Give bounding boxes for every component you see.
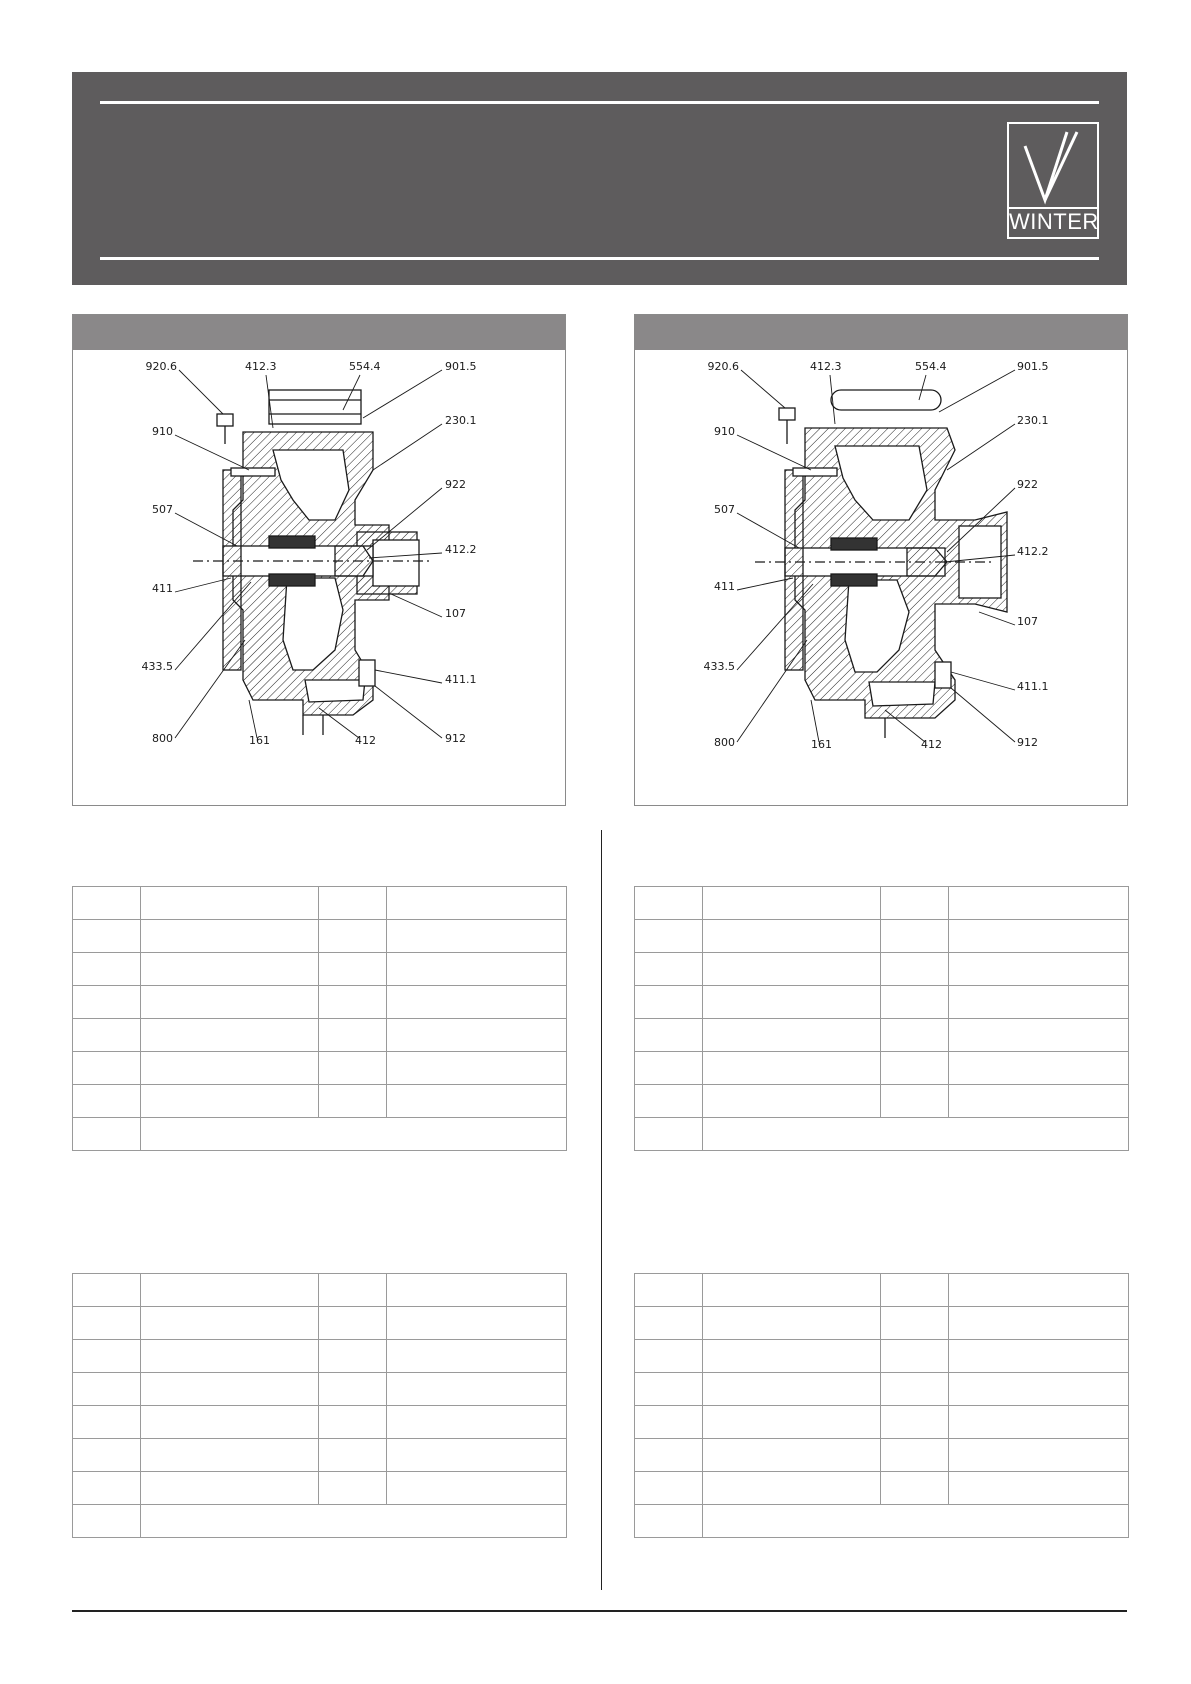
table-cell (703, 1052, 881, 1085)
table-cell (319, 1019, 387, 1052)
table-row (635, 1439, 1129, 1472)
parts-table-bottom-right (634, 1273, 1129, 1538)
table-cell (703, 1118, 1129, 1151)
table-cell (949, 1052, 1129, 1085)
table-cell (881, 1307, 949, 1340)
parts-table-top-left (72, 886, 567, 1151)
figure-panel-header (635, 315, 1127, 350)
table-cell (703, 887, 881, 920)
table-cell (73, 953, 141, 986)
table-row (73, 1274, 567, 1307)
table-cell (635, 1373, 703, 1406)
banner-top-rule (100, 101, 1099, 104)
callout-label: 411.1 (1017, 680, 1049, 693)
table-cell (881, 986, 949, 1019)
table-cell (141, 986, 319, 1019)
table-cell (703, 1274, 881, 1307)
callout-label: 411.1 (445, 673, 477, 686)
table-row (635, 1307, 1129, 1340)
table-cell (319, 1472, 387, 1505)
logo-mark-icon (1009, 124, 1101, 214)
table-cell (141, 920, 319, 953)
table-cell (319, 1085, 387, 1118)
table-row (73, 887, 567, 920)
table-cell (949, 1019, 1129, 1052)
table-cell (387, 1307, 567, 1340)
callout-label: 411 (714, 580, 735, 593)
pump-section-drawing-right (635, 350, 1127, 805)
table-cell (387, 953, 567, 986)
table-cell (73, 1052, 141, 1085)
table-row (635, 1052, 1129, 1085)
table-cell (703, 1085, 881, 1118)
table-cell (703, 1472, 881, 1505)
table-cell (141, 1052, 319, 1085)
table-cell (73, 986, 141, 1019)
callout-label: 922 (1017, 478, 1038, 491)
table-cell (881, 1406, 949, 1439)
callout-label: 507 (152, 503, 173, 516)
table-cell (73, 1340, 141, 1373)
header-banner (72, 72, 1127, 285)
table-cell (387, 1439, 567, 1472)
table-cell (949, 887, 1129, 920)
table-cell (387, 1052, 567, 1085)
table-row (73, 1340, 567, 1373)
table-cell (949, 1085, 1129, 1118)
table-cell (949, 1373, 1129, 1406)
table-cell (141, 1472, 319, 1505)
table-row (73, 1118, 567, 1151)
table-cell (387, 887, 567, 920)
table-row (73, 1307, 567, 1340)
table-cell (881, 887, 949, 920)
table-cell (881, 953, 949, 986)
callout-label: 901.5 (1017, 360, 1049, 373)
table-cell (319, 1406, 387, 1439)
table-cell (703, 986, 881, 1019)
table-row (73, 1373, 567, 1406)
table-row (635, 1373, 1129, 1406)
table-cell (635, 920, 703, 953)
figure-panel-right (634, 314, 1128, 806)
table-cell (319, 986, 387, 1019)
table-row (73, 1439, 567, 1472)
table-cell (949, 1340, 1129, 1373)
table-row (73, 986, 567, 1019)
table-cell (881, 1085, 949, 1118)
table-cell (703, 1505, 1129, 1538)
table-cell (73, 1505, 141, 1538)
table-cell (141, 1439, 319, 1472)
table-cell (635, 953, 703, 986)
table-cell (73, 1274, 141, 1307)
table-row (73, 1019, 567, 1052)
table-cell (703, 1439, 881, 1472)
callout-label: 161 (811, 738, 832, 751)
table-cell (319, 1052, 387, 1085)
parts-table-bottom-left (72, 1273, 567, 1538)
parts-table-top-right (634, 886, 1129, 1151)
callout-label: 800 (714, 736, 735, 749)
table-cell (387, 1373, 567, 1406)
table-cell (141, 1505, 567, 1538)
logo-text: WINTER (1009, 209, 1099, 234)
table-cell (319, 1340, 387, 1373)
table-cell (881, 1472, 949, 1505)
table-cell (635, 1505, 703, 1538)
table-cell (141, 1373, 319, 1406)
table-cell (387, 1019, 567, 1052)
table-cell (73, 1019, 141, 1052)
figure-panel-header (73, 315, 565, 350)
table-cell (635, 1439, 703, 1472)
table-cell (949, 920, 1129, 953)
table-cell (949, 1406, 1129, 1439)
table-row (73, 1085, 567, 1118)
table-cell (703, 1340, 881, 1373)
table-cell (703, 1019, 881, 1052)
table-row (73, 920, 567, 953)
callout-label: 912 (445, 732, 466, 745)
pump-body-right (755, 390, 1007, 738)
column-divider (601, 830, 602, 1590)
callout-label: 161 (249, 734, 270, 747)
callout-label: 507 (714, 503, 735, 516)
pump-section-drawing-left (73, 350, 565, 805)
table-row (635, 887, 1129, 920)
callout-label: 910 (714, 425, 735, 438)
table-cell (881, 1052, 949, 1085)
table-cell (949, 1439, 1129, 1472)
pump-body-left (193, 390, 433, 735)
table-cell (141, 1340, 319, 1373)
callout-label: 554.4 (349, 360, 381, 373)
figure-panel-left (72, 314, 566, 806)
table-cell (635, 1118, 703, 1151)
table-row (73, 1052, 567, 1085)
callout-label: 433.5 (141, 660, 173, 673)
table-cell (319, 1274, 387, 1307)
table-row (635, 953, 1129, 986)
table-cell (703, 920, 881, 953)
table-cell (387, 1085, 567, 1118)
table-cell (881, 1019, 949, 1052)
table-row (73, 1406, 567, 1439)
banner-bottom-rule (100, 257, 1099, 260)
callout-label: 412.2 (445, 543, 477, 556)
callout-label: 107 (1017, 615, 1038, 628)
callout-label: 912 (1017, 736, 1038, 749)
table-cell (703, 1307, 881, 1340)
table-cell (319, 887, 387, 920)
table-cell (73, 1472, 141, 1505)
table-cell (635, 1307, 703, 1340)
table-cell (881, 1439, 949, 1472)
table-cell (635, 986, 703, 1019)
callout-label: 411 (152, 582, 173, 595)
callout-label: 412 (921, 738, 942, 751)
table-cell (703, 953, 881, 986)
table-row (73, 1472, 567, 1505)
table-cell (635, 1472, 703, 1505)
callout-label: 554.4 (915, 360, 947, 373)
table-cell (73, 1118, 141, 1151)
table-cell (141, 1307, 319, 1340)
table-cell (73, 1085, 141, 1118)
table-cell (949, 1472, 1129, 1505)
table-cell (635, 887, 703, 920)
table-cell (319, 953, 387, 986)
table-cell (635, 1052, 703, 1085)
callout-label: 412.3 (245, 360, 277, 373)
table-cell (387, 1340, 567, 1373)
callout-label: 412.3 (810, 360, 842, 373)
table-row (635, 1019, 1129, 1052)
table-cell (635, 1406, 703, 1439)
table-cell (635, 1340, 703, 1373)
table-cell (387, 1406, 567, 1439)
callout-label: 910 (152, 425, 173, 438)
callout-label: 107 (445, 607, 466, 620)
table-cell (141, 953, 319, 986)
table-cell (387, 1472, 567, 1505)
table-cell (635, 1019, 703, 1052)
table-cell (73, 920, 141, 953)
table-cell (73, 1406, 141, 1439)
table-row (73, 953, 567, 986)
table-cell (881, 1274, 949, 1307)
table-cell (73, 887, 141, 920)
callout-label: 922 (445, 478, 466, 491)
table-row (635, 1505, 1129, 1538)
callout-label: 230.1 (1017, 414, 1049, 427)
table-row (73, 1505, 567, 1538)
table-cell (319, 1307, 387, 1340)
table-cell (949, 953, 1129, 986)
table-cell (635, 1085, 703, 1118)
table-cell (141, 1019, 319, 1052)
footer-rule (72, 1610, 1127, 1612)
callout-label: 920.6 (707, 360, 739, 373)
callout-label: 901.5 (445, 360, 477, 373)
callout-label: 230.1 (445, 414, 477, 427)
table-cell (703, 1406, 881, 1439)
table-row (635, 1472, 1129, 1505)
table-cell (319, 1373, 387, 1406)
table-cell (141, 1085, 319, 1118)
table-cell (949, 1274, 1129, 1307)
callout-label: 800 (152, 732, 173, 745)
table-cell (319, 920, 387, 953)
table-cell (949, 986, 1129, 1019)
table-cell (703, 1373, 881, 1406)
table-cell (141, 887, 319, 920)
table-cell (141, 1118, 567, 1151)
table-row (635, 1406, 1129, 1439)
table-cell (881, 920, 949, 953)
callout-label: 920.6 (145, 360, 177, 373)
table-cell (73, 1307, 141, 1340)
table-cell (387, 986, 567, 1019)
table-cell (73, 1373, 141, 1406)
table-row (635, 1340, 1129, 1373)
table-row (635, 1085, 1129, 1118)
table-row (635, 986, 1129, 1019)
table-cell (387, 920, 567, 953)
callout-label: 412.2 (1017, 545, 1049, 558)
table-cell (635, 1274, 703, 1307)
table-cell (73, 1439, 141, 1472)
callout-label: 433.5 (703, 660, 735, 673)
table-cell (881, 1373, 949, 1406)
table-row (635, 1118, 1129, 1151)
table-cell (387, 1274, 567, 1307)
table-row (635, 1274, 1129, 1307)
table-cell (141, 1274, 319, 1307)
table-cell (881, 1340, 949, 1373)
callout-label: 412 (355, 734, 376, 747)
table-cell (949, 1307, 1129, 1340)
winter-logo (1007, 122, 1099, 239)
table-cell (319, 1439, 387, 1472)
table-cell (141, 1406, 319, 1439)
table-row (635, 920, 1129, 953)
